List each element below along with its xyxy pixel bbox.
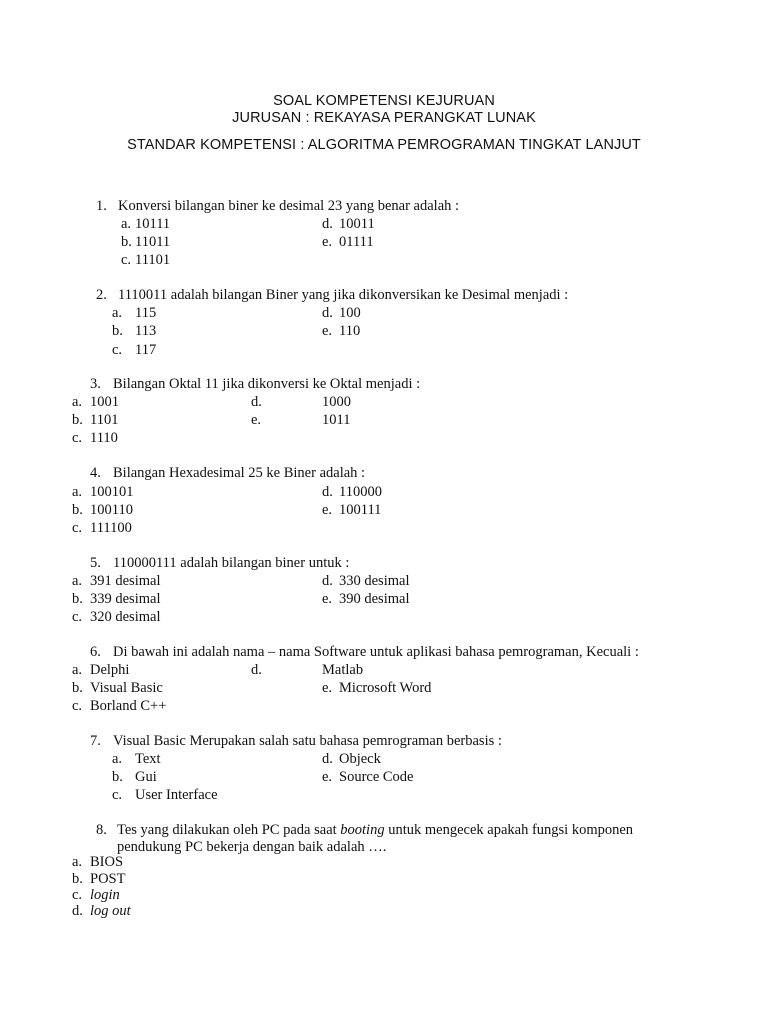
option-label: b. xyxy=(72,680,83,696)
option-label: d. xyxy=(322,573,333,589)
option-label: e. xyxy=(322,769,333,785)
option-label: c. xyxy=(72,887,83,903)
option-text: 115 xyxy=(135,305,157,321)
question-text-part2: untuk mengecek apakah fungsi komponen xyxy=(388,822,634,838)
option-text: 113 xyxy=(135,323,157,339)
option-text: BIOS xyxy=(90,854,124,870)
option-label: a. xyxy=(112,751,123,767)
option-text: 100110 xyxy=(90,502,133,518)
option-label: d. xyxy=(322,305,333,321)
header-title: SOAL KOMPETENSI KEJURUAN xyxy=(273,93,495,109)
option-text: 320 desimal xyxy=(90,609,161,625)
question-number: 1. xyxy=(96,198,107,214)
option-label: d. xyxy=(251,394,262,410)
question-text xyxy=(117,822,633,839)
option-label: a. xyxy=(72,662,83,678)
option-text: 1110 xyxy=(90,430,118,446)
option-text: 1001 xyxy=(90,394,119,410)
option-label: c. xyxy=(121,252,132,268)
option-text: 10011 xyxy=(339,216,375,232)
option-text: 110 xyxy=(339,323,361,339)
option-text: Text xyxy=(135,751,161,767)
option-text: 100101 xyxy=(90,484,134,500)
option-text: Source Code xyxy=(339,769,414,785)
option-text: Borland C++ xyxy=(90,698,167,714)
option-label: e. xyxy=(322,234,333,250)
question-text-part1: Tes yang dilakukan oleh PC pada saat xyxy=(117,822,337,838)
option-text: POST xyxy=(90,871,126,887)
option-label: c. xyxy=(112,787,123,803)
header-competency: STANDAR KOMPETENSI : ALGORITMA PEMROGRAMAN TINGKAT LANJUT xyxy=(127,137,641,153)
header-department: JURUSAN : REKAYASA PERANGKAT LUNAK xyxy=(232,110,536,126)
option-label: d. xyxy=(322,484,333,500)
question-text: 1110011 adalah bilangan Biner yang jika dikonversikan ke Desimal menjadi : xyxy=(118,287,569,303)
option-text: 01111 xyxy=(339,234,374,250)
option-label: c. xyxy=(72,430,83,446)
option-label: c. xyxy=(112,342,123,358)
question-number: 2. xyxy=(96,287,107,303)
option-text: 1011 xyxy=(322,412,351,428)
option-text: Matlab xyxy=(322,662,364,678)
option-label: e. xyxy=(322,680,333,696)
question-text: 110000111 adalah bilangan biner untuk : xyxy=(113,555,350,571)
option-text: Visual Basic xyxy=(90,680,163,696)
option-text: 117 xyxy=(135,342,157,358)
option-label: c. xyxy=(72,698,83,714)
question-text: Bilangan Hexadesimal 25 ke Biner adalah : xyxy=(113,465,366,481)
question-number: 6. xyxy=(90,644,101,660)
question-text: Konversi bilangan biner ke desimal 23 yang benar adalah : xyxy=(118,198,460,214)
option-text: login xyxy=(90,887,120,903)
option-label: a. xyxy=(72,573,83,589)
option-text: 1101 xyxy=(90,412,119,428)
option-label: b. xyxy=(72,412,83,428)
option-text: 111100 xyxy=(90,520,132,536)
option-label: b. xyxy=(72,871,83,887)
question-number: 8. xyxy=(96,822,107,838)
option-text: User Interface xyxy=(135,787,218,803)
option-text: 11011 xyxy=(135,234,171,250)
option-label: b. xyxy=(72,591,83,607)
option-label: b. xyxy=(112,769,123,785)
question-text-italic: booting xyxy=(340,822,385,838)
question-number: 3. xyxy=(90,376,101,392)
option-label: d. xyxy=(322,216,333,232)
option-label: b. xyxy=(112,323,123,339)
option-label: a. xyxy=(72,854,83,870)
option-label: c. xyxy=(72,520,83,536)
option-label: e. xyxy=(322,591,333,607)
option-text: Delphi xyxy=(90,662,130,678)
question-number: 7. xyxy=(90,733,101,749)
option-text: Microsoft Word xyxy=(339,680,432,696)
option-label: c. xyxy=(72,609,83,625)
option-text: 100111 xyxy=(339,502,382,518)
question-text-line2: pendukung PC bekerja dengan baik adalah …. xyxy=(117,839,387,855)
option-label: b. xyxy=(121,234,132,250)
option-text: 10111 xyxy=(135,216,171,232)
option-text: log out xyxy=(90,903,131,919)
option-text: 110000 xyxy=(339,484,382,500)
option-text: Gui xyxy=(135,769,157,785)
option-text: 390 desimal xyxy=(339,591,410,607)
option-label: a. xyxy=(72,394,83,410)
option-text: 1000 xyxy=(322,394,351,410)
option-text: 11101 xyxy=(135,252,171,268)
option-text: 391 desimal xyxy=(90,573,161,589)
option-label: d. xyxy=(251,662,262,678)
option-text: 100 xyxy=(339,305,361,321)
question-text: Di bawah ini adalah nama – nama Software untuk aplikasi bahasa pemrograman, Kecuali : xyxy=(113,644,639,660)
question-number: 5. xyxy=(90,555,101,571)
option-label: e. xyxy=(251,412,262,428)
option-label: a. xyxy=(72,484,83,500)
question-text: Visual Basic Merupakan salah satu bahasa pemrograman berbasis : xyxy=(113,733,502,749)
option-label: d. xyxy=(322,751,333,767)
option-label: b. xyxy=(72,502,83,518)
option-label: d. xyxy=(72,903,83,919)
option-label: e. xyxy=(322,502,333,518)
option-label: e. xyxy=(322,323,333,339)
option-text: 330 desimal xyxy=(339,573,410,589)
question-number: 4. xyxy=(90,465,101,481)
question-text: Bilangan Oktal 11 jika dikonversi ke Oktal menjadi : xyxy=(113,376,421,392)
option-text: Objeck xyxy=(339,751,381,767)
option-text: 339 desimal xyxy=(90,591,161,607)
option-label: a. xyxy=(112,305,123,321)
option-label: a. xyxy=(121,216,132,232)
